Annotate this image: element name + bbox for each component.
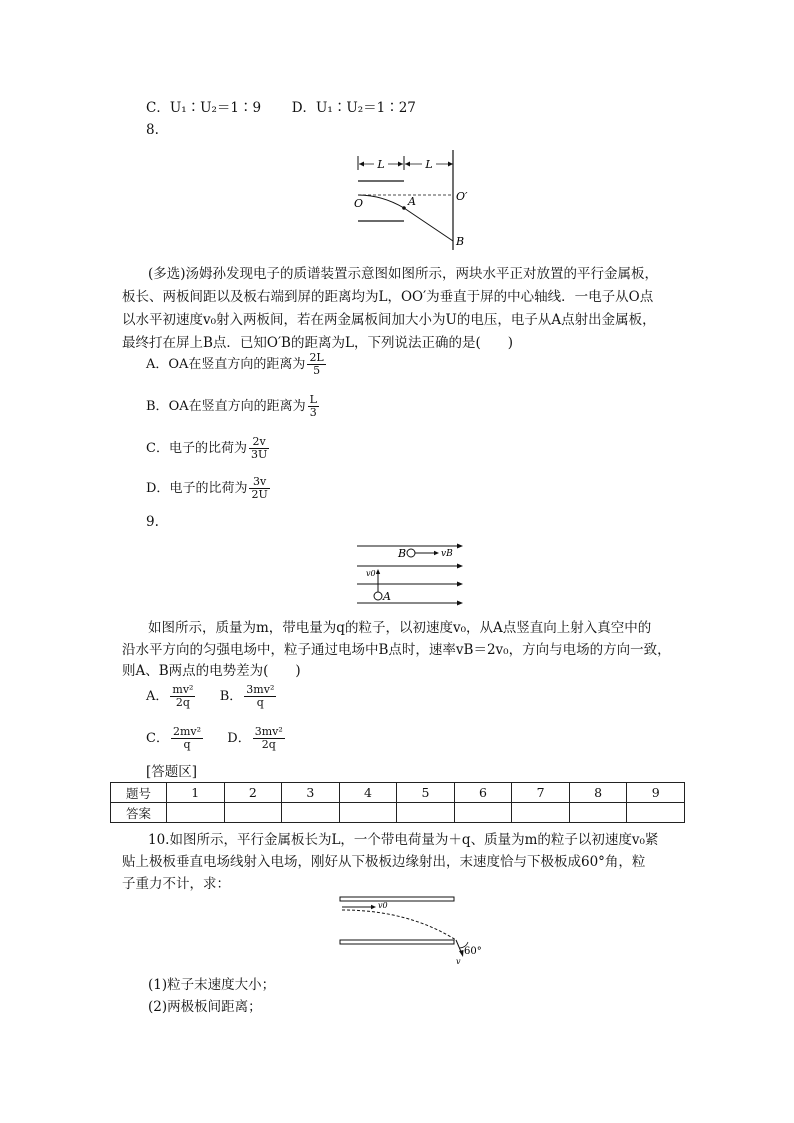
q8-stem-line-3: 以水平初速度v₀射入两板间，若在两金属板间加大小为U的电压，电子从A点射出金属板， bbox=[122, 312, 656, 328]
q8-option-a bbox=[146, 352, 328, 377]
q8-option-c-text: 电子的比荷为 bbox=[168, 441, 247, 456]
q8-dim-arrow-1a bbox=[359, 162, 364, 167]
q7-option-c-label: C． bbox=[146, 100, 170, 116]
q9-option-b-fraction bbox=[244, 684, 276, 709]
q8-stem-line-1: (多选)汤姆孙发现电子的质谱装置示意图如图所示，两块水平正对放置的平行金属板， bbox=[148, 266, 659, 282]
q10-label-angle: 60° bbox=[464, 946, 482, 957]
q9-stem-line-2: 沿水平方向的匀强电场中，粒子通过电场中B点时，速率vB＝2v₀，方向与电场的方向一致， bbox=[122, 642, 671, 658]
q8-figure bbox=[350, 148, 480, 252]
q9-field-arrow-2 bbox=[457, 564, 463, 569]
q7-options-row bbox=[146, 98, 416, 118]
answer-table-num-9: 9 bbox=[627, 783, 685, 803]
q10-stem-line-2: 贴上极板垂直电场线射入电场，刚好从下极板边缘射出，末速度恰与下极板成60°角，粒 bbox=[122, 854, 646, 870]
q8-option-b-text: OA在竖直方向的距离为 bbox=[168, 399, 306, 414]
q8-option-d-den: 2U bbox=[251, 488, 268, 501]
answer-cell-5[interactable] bbox=[397, 803, 455, 823]
answer-area-title: [答题区] bbox=[146, 764, 198, 780]
answer-cell-2[interactable] bbox=[224, 803, 282, 823]
answer-cell-7[interactable] bbox=[512, 803, 570, 823]
q8-option-b-num: L bbox=[309, 393, 317, 406]
q8-option-c bbox=[146, 436, 271, 461]
answer-table-row-numbers bbox=[111, 783, 685, 803]
q10-stem-line-1: 10.如图所示，平行金属板长为L，一个带电荷量为＋q、质量为m的粒子以初速度v₀紧 bbox=[148, 832, 659, 848]
q8-label-O-prime: O′ bbox=[456, 190, 468, 203]
q10-label-v: v bbox=[456, 957, 461, 966]
q8-option-a-fraction bbox=[307, 352, 325, 377]
answer-cell-1[interactable] bbox=[167, 803, 225, 823]
q7-option-d-label: D． bbox=[291, 100, 317, 116]
q9-option-a-label: A． bbox=[146, 689, 169, 704]
q10-sub-2: (2)两极板间距离； bbox=[148, 999, 262, 1015]
answer-table-answer-label: 答案 bbox=[111, 803, 167, 823]
q8-label-O: O bbox=[354, 197, 364, 210]
q9-v0-arrow bbox=[376, 569, 380, 574]
q8-option-c-fraction bbox=[249, 436, 269, 461]
answer-cell-6[interactable] bbox=[454, 803, 512, 823]
q10-v0-arrow bbox=[371, 905, 376, 909]
q9-field-arrow-1 bbox=[457, 544, 463, 549]
q8-label-A: A bbox=[408, 195, 416, 208]
q10-label-v0: v0 bbox=[378, 901, 388, 910]
q8-stem-line-4: 最终打在屏上B点．已知O′B的距离为L，下列说法正确的是( ) bbox=[122, 335, 513, 351]
q9-label-A: A bbox=[383, 590, 391, 603]
q8-dim-arrow-2a bbox=[405, 162, 410, 167]
q8-dim-arrow-2b bbox=[448, 162, 453, 167]
q9-options-row-1 bbox=[146, 684, 278, 709]
q8-option-b bbox=[146, 394, 321, 419]
q7-option-d-expr: U₁∶U₂＝1∶27 bbox=[316, 100, 416, 116]
q8-label-L1: L bbox=[377, 158, 385, 171]
q7-option-c-expr: U₁∶U₂＝1∶9 bbox=[169, 100, 262, 116]
q9-option-c-label: C． bbox=[146, 731, 169, 746]
q9-particle-A bbox=[374, 592, 382, 600]
answer-table-num-2: 2 bbox=[224, 783, 282, 803]
q8-label-L2: L bbox=[425, 158, 433, 171]
q10-lower-plate bbox=[340, 940, 454, 944]
q9-stem-line-3: 则A、B两点的电势差为( ) bbox=[122, 663, 301, 679]
q8-option-c-den: 3U bbox=[250, 448, 268, 461]
q9-label-vB: vB bbox=[441, 549, 453, 559]
q9-option-d-num: 3mv² bbox=[254, 725, 283, 738]
q9-option-a-den: 2q bbox=[175, 696, 190, 709]
answer-table bbox=[110, 782, 685, 823]
q9-number: 9. bbox=[146, 514, 159, 530]
q9-field-arrow-3 bbox=[457, 582, 463, 587]
q10-figure bbox=[338, 892, 488, 968]
q8-option-c-num: 2v bbox=[249, 436, 269, 449]
q8-option-b-den: 3 bbox=[309, 406, 317, 419]
q9-label-B: B bbox=[398, 547, 407, 560]
q8-option-d bbox=[146, 476, 272, 501]
q8-option-a-den: 5 bbox=[313, 364, 321, 377]
answer-cell-9[interactable] bbox=[627, 803, 685, 823]
answer-table-num-6: 6 bbox=[454, 783, 512, 803]
q8-option-d-text: 电子的比荷为 bbox=[169, 481, 248, 496]
answer-table-num-8: 8 bbox=[569, 783, 627, 803]
q9-option-c-num: 2mv² bbox=[172, 725, 202, 738]
answer-cell-4[interactable] bbox=[339, 803, 397, 823]
q9-label-v0: v0 bbox=[366, 569, 376, 578]
q8-option-d-fraction bbox=[249, 476, 269, 501]
q10-sub-1: (1)粒子末速度大小； bbox=[148, 977, 276, 993]
q10-v-arrow bbox=[459, 950, 464, 957]
answer-cell-3[interactable] bbox=[282, 803, 340, 823]
answer-table-row-answers bbox=[111, 803, 685, 823]
q8-option-b-label: B． bbox=[146, 399, 169, 414]
q9-stem-line-1: 如图所示，质量为m，带电量为q的粒子，以初速度v₀，从A点竖直向上射入真空中的 bbox=[148, 620, 652, 636]
q9-particle-B bbox=[407, 549, 415, 557]
q9-option-b-label: B． bbox=[219, 689, 243, 704]
answer-table-num-7: 7 bbox=[512, 783, 570, 803]
q9-field-arrow-4 bbox=[457, 601, 463, 606]
q8-dim-arrow-1b bbox=[398, 162, 403, 167]
q8-trajectory-curve bbox=[358, 195, 404, 208]
q8-option-a-text: OA在竖直方向的距离为 bbox=[168, 357, 306, 372]
answer-table-num-3: 3 bbox=[282, 783, 340, 803]
q8-point-A bbox=[402, 206, 406, 210]
q8-option-b-fraction bbox=[308, 394, 319, 419]
q9-option-b-num: 3mv² bbox=[246, 683, 275, 696]
q9-option-b-den: q bbox=[256, 696, 264, 709]
q9-options-row-2 bbox=[146, 726, 287, 751]
q8-option-c-label: C． bbox=[146, 441, 169, 456]
answer-table-num-1: 1 bbox=[167, 783, 225, 803]
q10-trajectory bbox=[342, 910, 456, 940]
q8-option-d-num: 3v bbox=[249, 476, 269, 489]
q10-upper-plate bbox=[340, 897, 454, 901]
q9-option-c-den: q bbox=[183, 738, 191, 751]
q8-option-a-label: A． bbox=[146, 357, 169, 372]
q9-option-c-fraction bbox=[171, 726, 203, 751]
q8-label-B: B bbox=[456, 235, 465, 248]
q9-vB-arrow bbox=[434, 551, 439, 555]
q10-stem-line-3: 子重力不计，求： bbox=[122, 876, 230, 892]
q8-number: 8. bbox=[146, 122, 159, 138]
q9-figure bbox=[355, 540, 467, 608]
answer-table-num-5: 5 bbox=[397, 783, 455, 803]
q9-option-d-den: 2q bbox=[261, 738, 276, 751]
answer-table-header-label: 题号 bbox=[111, 783, 167, 803]
q8-option-d-label: D． bbox=[146, 481, 170, 496]
answer-table-num-4: 4 bbox=[339, 783, 397, 803]
q8-option-a-num: 2L bbox=[309, 351, 324, 364]
q9-option-a-num: mv² bbox=[172, 683, 194, 696]
answer-cell-8[interactable] bbox=[569, 803, 627, 823]
q8-trajectory-line bbox=[404, 208, 453, 241]
q8-stem-line-2: 板长、两板间距以及板右端到屏的距离均为L，OO′为垂直于屏的中心轴线．一电子从O点 bbox=[122, 289, 654, 305]
q9-option-a-fraction bbox=[170, 684, 195, 709]
q9-option-d-label: D． bbox=[227, 731, 251, 746]
q9-option-d-fraction bbox=[253, 726, 285, 751]
